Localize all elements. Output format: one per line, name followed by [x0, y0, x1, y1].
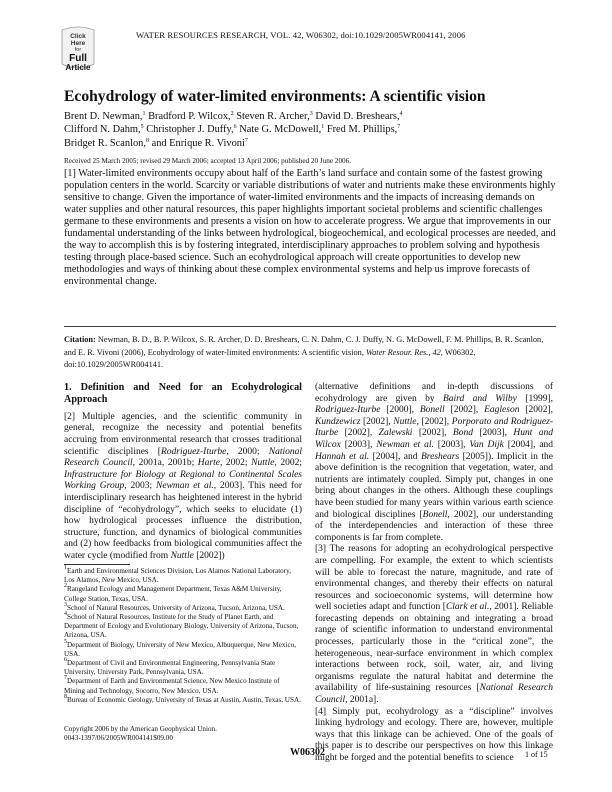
author-name: Steven R. Archer, [236, 111, 310, 122]
author-name: and Enrique R. Vivoni [151, 137, 245, 149]
author-list [64, 110, 554, 150]
author-name: Brent D. Newman, [64, 111, 143, 122]
author-affiliation-mark: 1 [321, 124, 325, 131]
footnote-text: Bureau of Economic Geology, University of Texas at Austin, Austin, Texas, USA. [67, 695, 301, 704]
page-number: 1 of 15 [525, 750, 548, 759]
footnote-text: Rangeland Ecology and Management Department, Texas A&M University, College Station, Texas, USA. [64, 585, 282, 603]
article-id-footer: W06302 [290, 747, 325, 758]
right-column [315, 382, 553, 765]
affiliation-footnote [64, 677, 302, 695]
citation-tail: W06302, doi:10.1029/2005WR004141. [64, 347, 476, 370]
running-header: WATER RESOURCES RESEARCH, VOL. 42, W06302, doi:10.1029/2005WR004141, 2006 [136, 30, 466, 40]
footnote-mark: 6 [64, 657, 67, 664]
author-affiliation-mark: 4 [399, 111, 403, 117]
author-affiliation-mark: 6 [233, 124, 237, 131]
paragraph-2: [2] Multiple agencies, and the scientific community in general, recognize the necessity and potential benefits accruing from environmental research that crosses traditional scientific disciplines [Rodriguez-Iturbe, 2000; National Research Council, 2001a, 2001b; Harte, 2002; Nuttle, 2002; Infrastructure for Biology at Regional to Continental Scales Working Group, 2003; Newman et al., 2003]. This need for interdisciplinary research has heightened interest in the hybrid discipline of “ecohydrology”, which seeks to elucidate (1) how hydrological processes influence the distribution, structure, function, and dynamics of biological communities and (2) how feedbacks from biological communities affect the water cycle (modified from Nuttle [2002]) [64, 411, 303, 561]
copyright-line: Copyright 2006 by the American Geophysical Union. [64, 725, 217, 733]
author-affiliation-mark: 7 [397, 124, 401, 131]
author-name: Bradford P. Wilcox, [148, 111, 231, 122]
paragraph-2-continued: (alternative definitions and in-depth discussions of ecohydrology are given by Baird and Wilby [1999], Rodriguez-Iturbe [2000], Bonell [2002], Eagleson [2002], Kundzewicz [2002], Nuttle, [2002], Porporato and Rodriguez-Iturbe [2002], Zalewski [2002], Bond [2003], Hunt and Wilcox [2003], Newman et al. [2003], Van Dijk [2004], and Hannah et al. [2004], and Breshears [2005]). Implicit in the above definition is the recognition that vegetation, water, and nutrients are intimately coupled. Simply put, changes in one bring about changes in the others. Although these couplings have been studied for many years within various earth science and biological disciplines [Bonell, 2002], our understanding of the interdependencies and interaction of these three components is far from complete. [315, 382, 554, 543]
badge-word: Article [65, 63, 91, 72]
footnote-mark: 3 [64, 601, 67, 608]
footnote-text: Earth and Environmental Sciences Division, Los Alamos National Laboratory, Los Alamos, New Mexico, USA. [64, 567, 292, 585]
footnote-mark: 5 [64, 638, 67, 645]
author-affiliation-mark: 1 [142, 111, 146, 117]
badge-word: Click [70, 33, 86, 40]
badge-word: for [74, 47, 82, 53]
affiliation-footnote [64, 613, 302, 641]
citation-label: Citation: [64, 335, 96, 344]
paper-title: Ecohydrology of water-limited environments: A scientific vision [64, 88, 486, 105]
footnote-text: Department of Biology, University of New Mexico, Albuquerque, New Mexico, USA. [64, 640, 296, 658]
author-affiliation-mark: 8 [145, 137, 149, 144]
author-name: Bridget R. Scanlon, [64, 137, 146, 149]
footnote-text: Department of Earth and Environmental Science, New Mexico Institute of Mining and Technology, Socorro, New Mexico, USA. [64, 677, 280, 695]
footnote-text: School of Natural Resources, University of Arizona, Tucson, Arizona, USA. [67, 603, 285, 612]
citation-text: Newman, B. D., B. P. Wilcox, S. R. Archer, D. D. Breshears, C. N. Dahm, C. J. Duffy, N. G. McDowell, F. M. Phillips, B. R. Scanlon, and E. R. Vivoni (2006), Ecohydrology of water-limited environments: A scientific vision, [64, 335, 544, 357]
author-name: David D. Breshears, [315, 111, 400, 122]
footnote-mark: 2 [64, 583, 67, 590]
affiliation-footnote [64, 693, 302, 705]
affiliation-footnote [64, 585, 302, 603]
author-name: Clifford N. Dahm, [64, 124, 141, 136]
author-name: Fred M. Phillips, [326, 124, 398, 136]
affiliation-footnote [64, 638, 302, 659]
footnote-rule [64, 564, 130, 565]
publication-dates: Received 25 March 2005; revised 29 March 2006; accepted 13 April 2006; published 20 June 2006. [64, 157, 352, 165]
copyright-notice [64, 725, 302, 743]
author-name: Nate G. McDowell, [239, 124, 322, 136]
affiliation-footnotes [64, 567, 302, 705]
paragraph-4: [4] Simply put, ecohydrology as a “discipline” involves linking hydrology and ecology. There are, however, multiple ways that this linkage can be achieved. One of the goals of this paper is to describe our perspectives on how this linkage might be forged and the potential benefits to science [315, 706, 553, 763]
footnote-mark: 1 [64, 565, 67, 571]
footnote-mark: 8 [64, 693, 67, 700]
author-affiliation-mark: 7 [244, 137, 248, 144]
abstract-text: [1] Water-limited environments occupy about half of the Earth’s land surface and contain some of the fastest growing population centers in the world. Scarcity or variable distributions of water and nutrients make these environments highly sensitive to change. Given the importance of water-limited environments and the impacts of increasing demands on water supplies and other natural resources, this paper highlights important societal problems and scientific challenges germane to these environments and presents a vision on how to accelerate progress. We argue that improvements in our fundamental understanding of the links between hydrological, biogeochemical, and ecological processes are needed, and the way to accomplish this is by fostering integrated, interdisciplinary approaches to problem solving and hypothesis testing through place-based science. Such an ecohydrological approach will create opportunities to develop new methodologies and ways of thinking about these complex environmental systems and help us improve forecasts of environmental change. [64, 168, 556, 288]
full-article-badge-icon [56, 24, 100, 76]
footnote-mark: 4 [64, 611, 67, 618]
citation-journal: Water Resour. Res., 42, [365, 347, 443, 357]
affiliation-footnote [64, 567, 302, 585]
abstract-rule [64, 326, 556, 327]
paragraph-3: [3] The reasons for adopting an ecohydrological perspective are compelling. For example, the extent to which scientists will be able to forecast the nature, magnitude, and rate of environmental changes, and thereby their effects on natural resources and socioeconomic systems, will determine how well societies adapt and function [Clark et al., 2001]. Reliable forecasting depends on obtaining and integrating a broad range of scientific information to understand environmental processes, particularly those in the “critical zone”, the heterogeneous, near-surface environment in which complex interactions between rock, soil, water, air, and living organisms regulate the natural habitat and determine the availability of life-sustaining resources [National Research Council, 2001a]. [315, 544, 554, 706]
affiliation-footnote [64, 659, 302, 677]
badge-word: Full [69, 53, 87, 64]
footnote-mark: 7 [64, 675, 67, 682]
footnote-text: Department of Civil and Environmental Engineering, Pennsylvania State University, University Park, Pennsylvania, USA. [64, 659, 276, 677]
issn-line: 0043-1397/06/2005WR004141$09.00 [64, 734, 173, 743]
section-heading: 1. Definition and Need for an Ecohydrological Approach [64, 382, 302, 406]
left-column [64, 382, 302, 563]
full-article-badge[interactable] [56, 24, 100, 76]
footnote-text: School of Natural Resources, Institute for the Study of Planet Earth, and Department of Ecology and Evolutionary Biology, University of Arizona, Tucson, Arizona, USA. [64, 613, 299, 640]
author-affiliation-mark: 5 [140, 124, 144, 131]
author-affiliation-mark: 2 [230, 111, 234, 117]
badge-word: Here [70, 40, 86, 47]
author-name: Christopher J. Duffy, [146, 124, 234, 136]
abstract [64, 168, 556, 288]
citation-block [64, 334, 556, 372]
affiliation-footnote [64, 601, 302, 613]
author-affiliation-mark: 3 [309, 111, 313, 117]
